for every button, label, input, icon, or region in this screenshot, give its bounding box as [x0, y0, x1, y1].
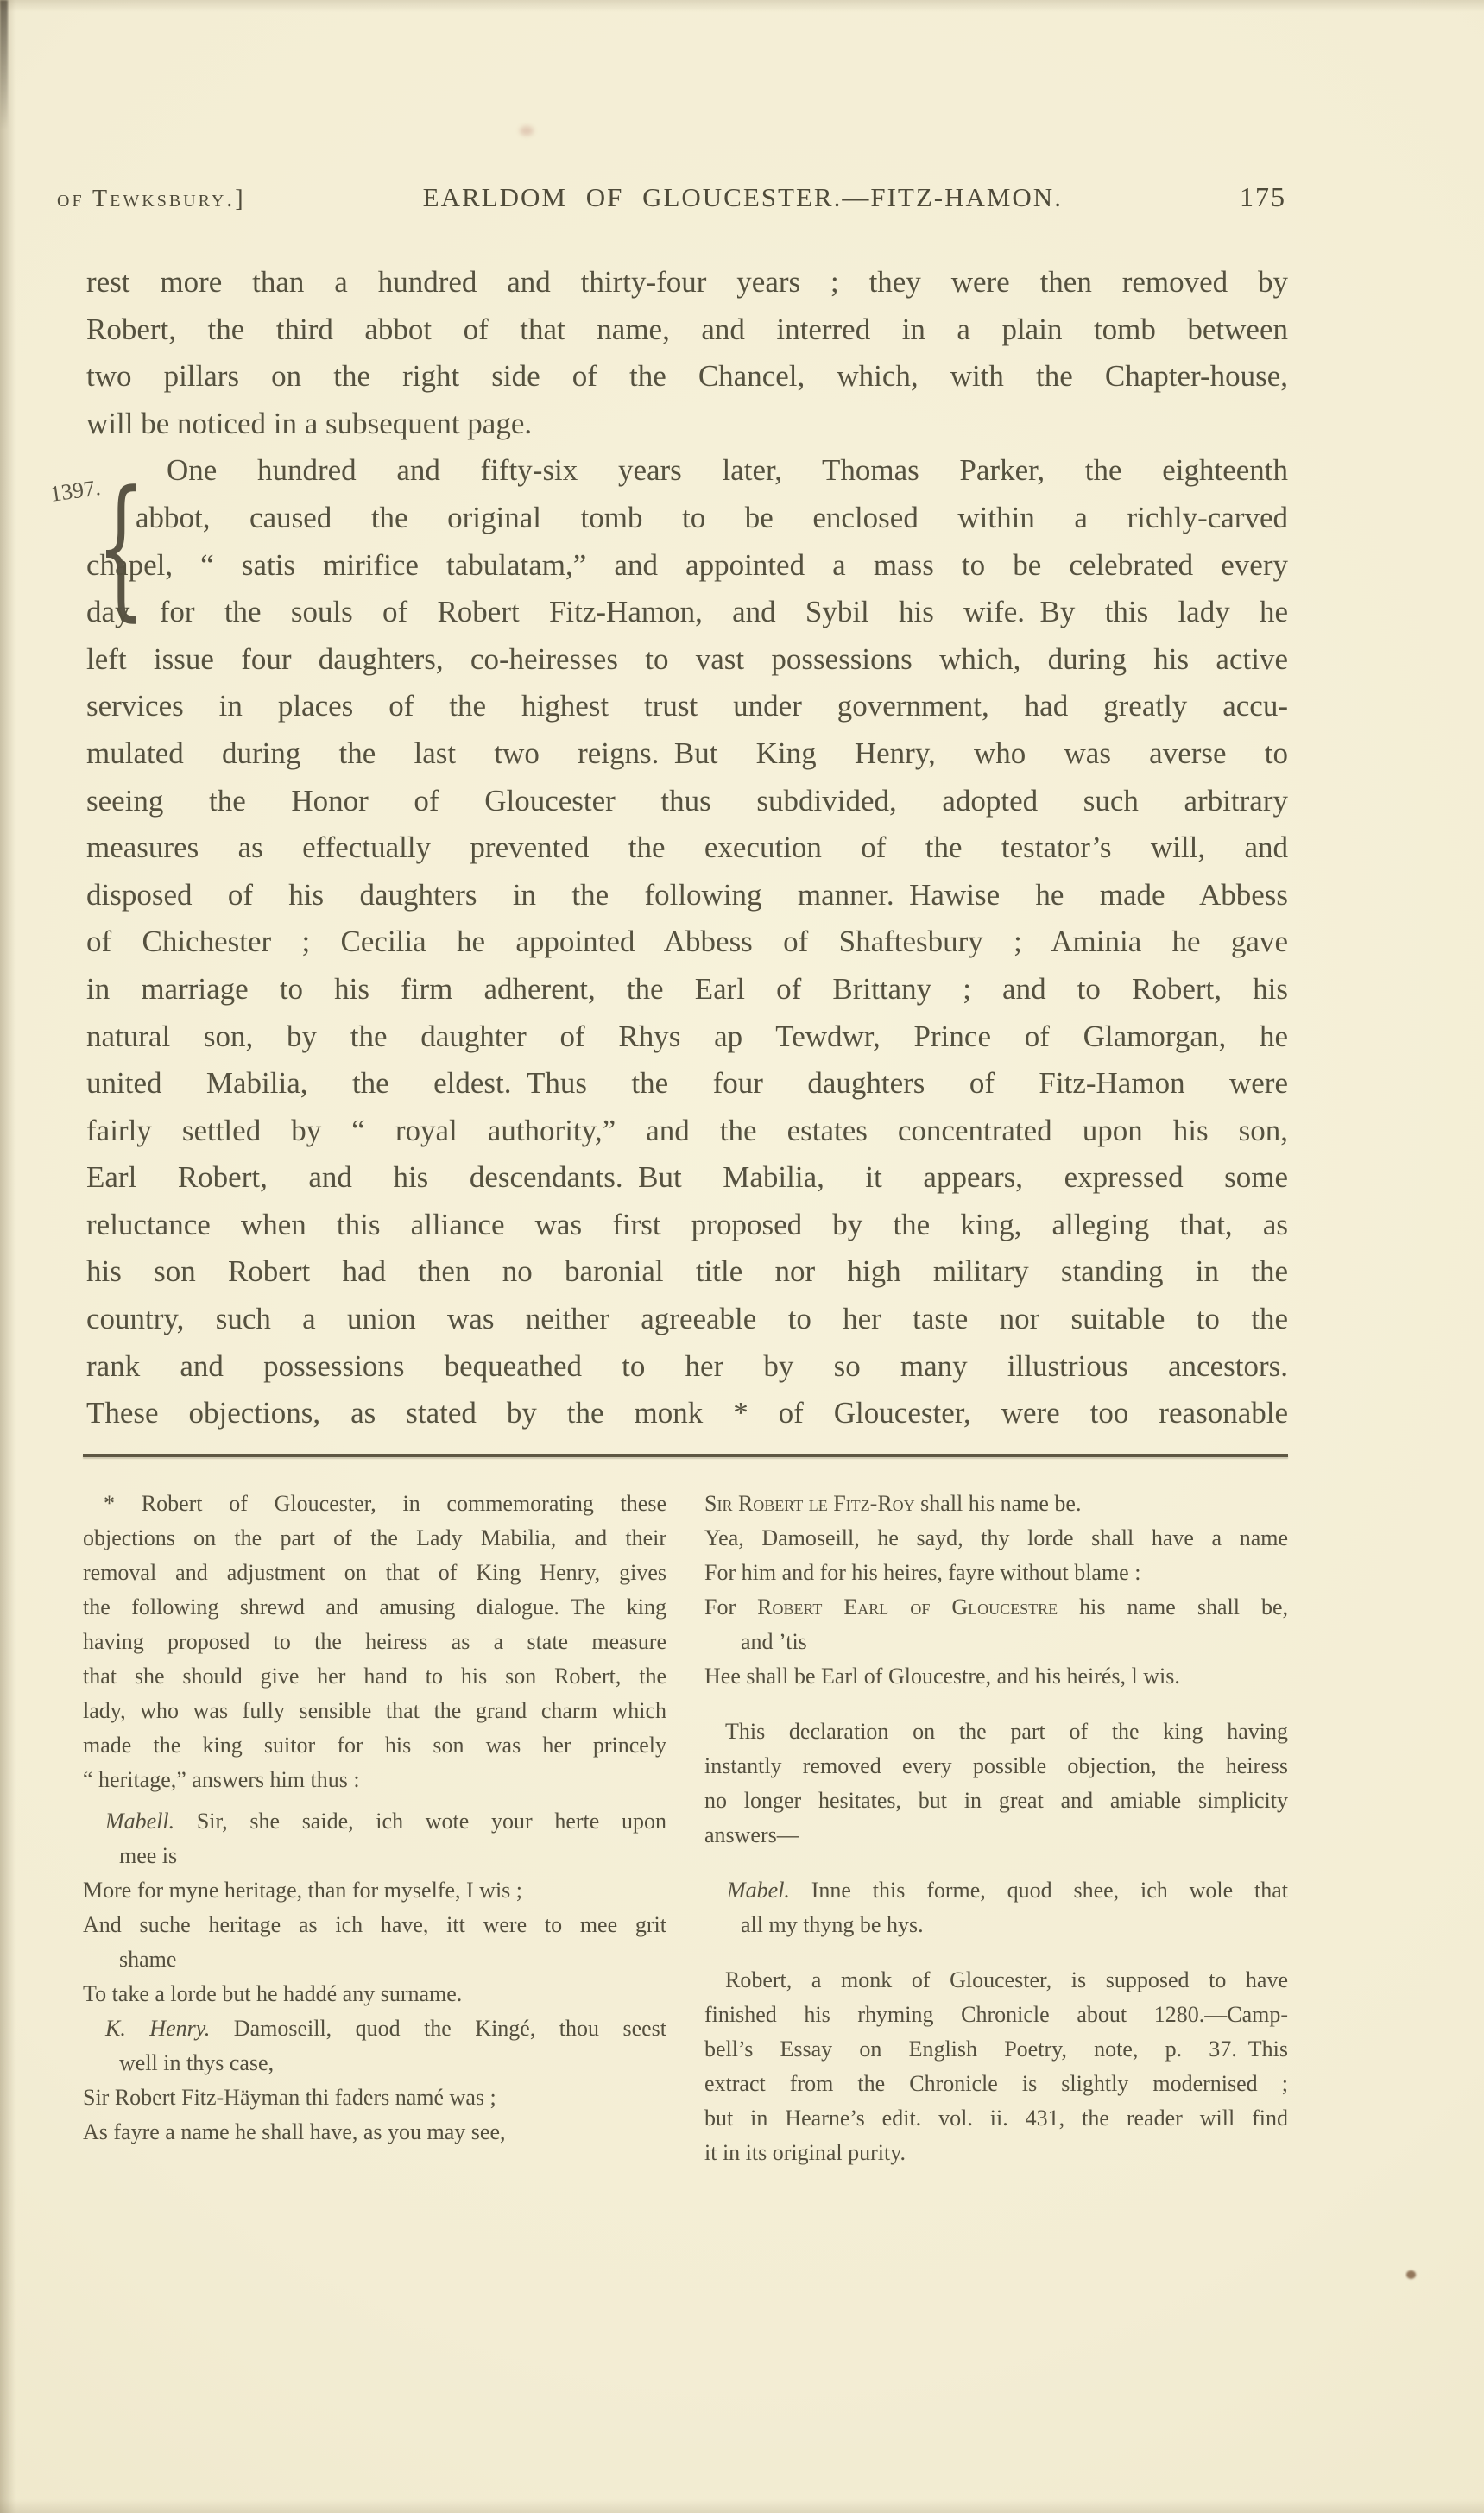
- line-text: Earl Robert, and his descendants. But Mabilia, it appears, expressed some: [86, 1160, 1288, 1195]
- text-line: [86, 1060, 1288, 1108]
- text-line: [86, 1108, 1288, 1155]
- footnote-left-column: [83, 1487, 666, 2170]
- line-text: removal and adjustment on that of King Henry, gives: [83, 1560, 666, 1585]
- text-line: [86, 683, 1288, 730]
- footnote-section: [83, 1487, 1288, 2170]
- line-text: in marriage to his firm adherent, the Earl of Brittany ; and to Robert, his: [86, 971, 1288, 1006]
- text-line: [704, 2101, 1288, 2136]
- text-line: [704, 1963, 1288, 1998]
- small-caps-name: Sir Robert le Fitz-Roy: [704, 1491, 915, 1516]
- line-text: of Chichester ; Cecilia he appointed Abbess of Shaftesbury ; Aminia he gave: [86, 925, 1288, 959]
- line-text: instantly removed every possible objection, the heiress: [704, 1753, 1288, 1778]
- line-text: This declaration on the part of the king having: [725, 1719, 1288, 1744]
- line-text: reluctance when this alliance was first proposed by the king, alleging that, as: [86, 1207, 1288, 1241]
- line-text: rank and possessions bequeathed to her by so many illustrious ancestors.: [86, 1348, 1288, 1383]
- text-line: [86, 1296, 1288, 1343]
- line-text: his son Robert had then no baronial title nor high military standing in the: [86, 1254, 1288, 1289]
- line-text: Sir Robert Fitz-Häyman thi faders namé was ;: [83, 2085, 496, 2110]
- line-text: And suche heritage as ich have, itt were to mee grit: [83, 1912, 666, 1937]
- speaker-name: Mabell.: [105, 1809, 175, 1834]
- line-text: and ’tis: [741, 1629, 807, 1654]
- line-text: Hee shall be Earl of Gloucestre, and his heirés, l wis.: [704, 1664, 1180, 1689]
- text-line: [704, 1487, 1288, 1521]
- text-line: [83, 2046, 666, 2080]
- text-line: [83, 1873, 666, 1908]
- text-line: [86, 542, 1288, 590]
- text-line: [86, 353, 1288, 401]
- line-text: * Robert of Gloucester, in commemorating these: [104, 1491, 666, 1516]
- line-text: Sir, she saide, ich wote your herte upon: [174, 1809, 666, 1834]
- line-text: answers—: [704, 1822, 799, 1847]
- line-text: will be noticed in a subsequent page.: [86, 406, 533, 440]
- line-text: One hundred and fifty-six years later, Thomas Parker, the eighteenth: [167, 453, 1288, 488]
- text-line: [704, 2067, 1288, 2101]
- page-number: 175: [1240, 181, 1286, 212]
- text-line: [83, 1763, 666, 1797]
- text-line: [86, 636, 1288, 684]
- line-text: mee is: [119, 1843, 178, 1868]
- line-text: it in its original purity.: [704, 2140, 906, 2165]
- margin-year-note: 1397.: [48, 475, 103, 507]
- text-line: [86, 495, 1288, 542]
- line-text: Yea, Damoseill, he sayd, thy lorde shall have a name: [704, 1525, 1288, 1550]
- text-line: [83, 1625, 666, 1659]
- text-line: [83, 2011, 666, 2046]
- line-text: disposed of his daughters in the following manner. Hawise he made Abbess: [86, 877, 1288, 912]
- line-text: made the king suitor for his son was her princely: [83, 1733, 666, 1758]
- line-text: two pillars on the right side of the Chancel, which, with the Chapter-house,: [86, 359, 1288, 394]
- text-line: [86, 778, 1288, 825]
- text-line: [83, 1521, 666, 1556]
- line-text: lady, who was fully sensible that the grand charm which: [83, 1698, 666, 1723]
- scan-edge-shadow-top: [0, 0, 1484, 12]
- text-line: [83, 2080, 666, 2115]
- line-text: fairly settled by “ royal authority,” and the estates concentrated upon his son,: [86, 1113, 1288, 1147]
- line-text: For him and for his heires, fayre without blame :: [704, 1560, 1141, 1585]
- line-text: finished his rhyming Chronicle about 1280.—Camp-: [704, 2002, 1288, 2027]
- text-line: [86, 966, 1288, 1013]
- line-text: measures as effectually prevented the execution of the testator’s will, and: [86, 830, 1288, 865]
- line-text: his name shall be,: [1058, 1594, 1288, 1620]
- text-line: [704, 1590, 1288, 1625]
- line-text: that she should give her hand to his son Robert, the: [83, 1664, 666, 1689]
- margin-brace: {: [97, 458, 145, 635]
- scan-edge-shadow-bottom: [0, 2499, 1484, 2513]
- paper-speck: [1406, 2270, 1416, 2279]
- line-text: services in places of the highest trust under government, had greatly accu-: [86, 689, 1288, 723]
- small-caps-name: Robert Earl of Gloucestre: [757, 1594, 1058, 1620]
- paper-stain: [520, 126, 534, 136]
- text-line: [86, 306, 1288, 354]
- footnote-left-verse: [83, 1804, 666, 2150]
- footnote-intro-paragraph: [83, 1487, 666, 1797]
- line-text: the following shrewd and amusing dialogue. The king: [83, 1594, 666, 1620]
- speaker-name: Mabel.: [727, 1878, 790, 1903]
- line-text: More for myne heritage, than for myselfe, I wis ;: [83, 1878, 523, 1903]
- text-line: [86, 730, 1288, 778]
- line-text: but in Hearne’s edit. vol. ii. 431, the reader will find: [704, 2106, 1288, 2131]
- line-text: As fayre a name he shall have, as you may see,: [83, 2119, 506, 2144]
- line-text: seeing the Honor of Gloucester thus subdivided, adopted such arbitrary: [86, 783, 1288, 818]
- line-text: well in thys case,: [119, 2050, 275, 2075]
- line-text: rest more than a hundred and thirty-four years ; they were then removed by: [86, 265, 1288, 299]
- text-line: [86, 447, 1288, 495]
- line-text: Damoseill, quod the Kingé, thou seest: [210, 2016, 666, 2041]
- line-text: objections on the part of the Lady Mabilia, and their: [83, 1525, 666, 1550]
- line-text: chapel, “ satis mirifice tabulatam,” and appointed a mass to be celebrated every: [86, 547, 1288, 582]
- text-line: [704, 1873, 1288, 1908]
- line-text: These objections, as stated by the monk * of Gloucester, were too reasonable: [86, 1396, 1288, 1430]
- text-line: [704, 1556, 1288, 1590]
- scan-corner-mark: [0, 0, 8, 129]
- text-line: [86, 1202, 1288, 1249]
- line-text: Inne this forme, quod shee, ich wole that: [789, 1878, 1288, 1903]
- line-text: shall his name be.: [914, 1491, 1082, 1516]
- text-line: [704, 1818, 1288, 1853]
- text-line: [86, 1390, 1288, 1437]
- text-line: [704, 2136, 1288, 2170]
- header-left-caption: of Tewksbury.]: [57, 186, 246, 212]
- footnote-mabel-paragraph: [704, 1873, 1288, 1942]
- text-line: [86, 1154, 1288, 1202]
- footnote-right-column: [704, 1487, 1288, 2170]
- text-line: [83, 1804, 666, 1839]
- line-text: natural son, by the daughter of Rhys ap Tewdwr, Prince of Glamorgan, he: [86, 1019, 1288, 1053]
- line-text: abbot, caused the original tomb to be enclosed within a richly-carved: [136, 500, 1288, 534]
- line-text: all my thyng be hys.: [741, 1912, 924, 1937]
- text-line: [704, 1998, 1288, 2032]
- line-text: To take a lorde but he haddé any surname.: [83, 1981, 463, 2006]
- text-line: [704, 1521, 1288, 1556]
- running-header: [57, 181, 1286, 213]
- line-text: Robert, a monk of Gloucester, is supposed to have: [725, 1967, 1288, 1992]
- text-line: [704, 1908, 1288, 1942]
- line-text: day for the souls of Robert Fitz-Hamon, and Sybil his wife. By this lady he: [86, 595, 1288, 629]
- scan-edge-shadow-left: [0, 0, 16, 2513]
- main-text-block: [86, 259, 1288, 1437]
- text-line: [704, 1749, 1288, 1784]
- line-text: “ heritage,” answers him thus :: [83, 1767, 360, 1792]
- text-line: [83, 1590, 666, 1625]
- text-line: [83, 1556, 666, 1590]
- line-text: bell’s Essay on English Poetry, note, p. 37. This: [704, 2036, 1288, 2062]
- line-text: shame: [119, 1947, 177, 1972]
- footnote-divider: [83, 1454, 1288, 1457]
- text-line: [83, 1659, 666, 1694]
- speaker-name: K. Henry.: [105, 2016, 211, 2041]
- text-line: [704, 1784, 1288, 1818]
- text-line: [83, 1728, 666, 1763]
- text-line: [704, 1714, 1288, 1749]
- footnote-right-verse: [704, 1487, 1288, 1694]
- text-line: [86, 259, 1288, 306]
- text-line: [86, 589, 1288, 636]
- text-line: [83, 1977, 666, 2011]
- line-prefix: For: [704, 1594, 758, 1620]
- line-text: left issue four daughters, co-heiresses to vast possessions which, during his active: [86, 641, 1288, 676]
- text-line: [86, 401, 1288, 448]
- line-text: mulated during the last two reigns. But King Henry, who was averse to: [86, 736, 1288, 770]
- text-line: [86, 1343, 1288, 1391]
- text-line: [83, 1908, 666, 1942]
- text-line: [83, 1487, 666, 1521]
- footnote-source-paragraph: [704, 1963, 1288, 2170]
- text-line: [83, 1694, 666, 1728]
- line-text: no longer hesitates, but in great and amiable simplicity: [704, 1788, 1288, 1813]
- text-line: [86, 1013, 1288, 1061]
- text-line: [86, 919, 1288, 966]
- text-line: [86, 824, 1288, 872]
- text-line: [86, 872, 1288, 919]
- line-text: having proposed to the heiress as a state measure: [83, 1629, 666, 1654]
- line-text: united Mabilia, the eldest. Thus the four daughters of Fitz-Hamon were: [86, 1066, 1288, 1101]
- footnote-declaration-paragraph: [704, 1714, 1288, 1853]
- text-line: [704, 2032, 1288, 2067]
- text-line: [83, 1942, 666, 1977]
- text-line: [704, 1625, 1288, 1659]
- line-text: Robert, the third abbot of that name, and interred in a plain tomb between: [86, 312, 1288, 346]
- text-line: [83, 2115, 666, 2150]
- text-line: [83, 1839, 666, 1873]
- line-text: extract from the Chronicle is slightly modernised ;: [704, 2071, 1288, 2096]
- page-title: EARLDOM OF GLOUCESTER.—FITZ-HAMON.: [422, 182, 1063, 212]
- line-text: country, such a union was neither agreeable to her taste nor suitable to the: [86, 1302, 1288, 1336]
- text-line: [704, 1659, 1288, 1694]
- text-line: [86, 1248, 1288, 1296]
